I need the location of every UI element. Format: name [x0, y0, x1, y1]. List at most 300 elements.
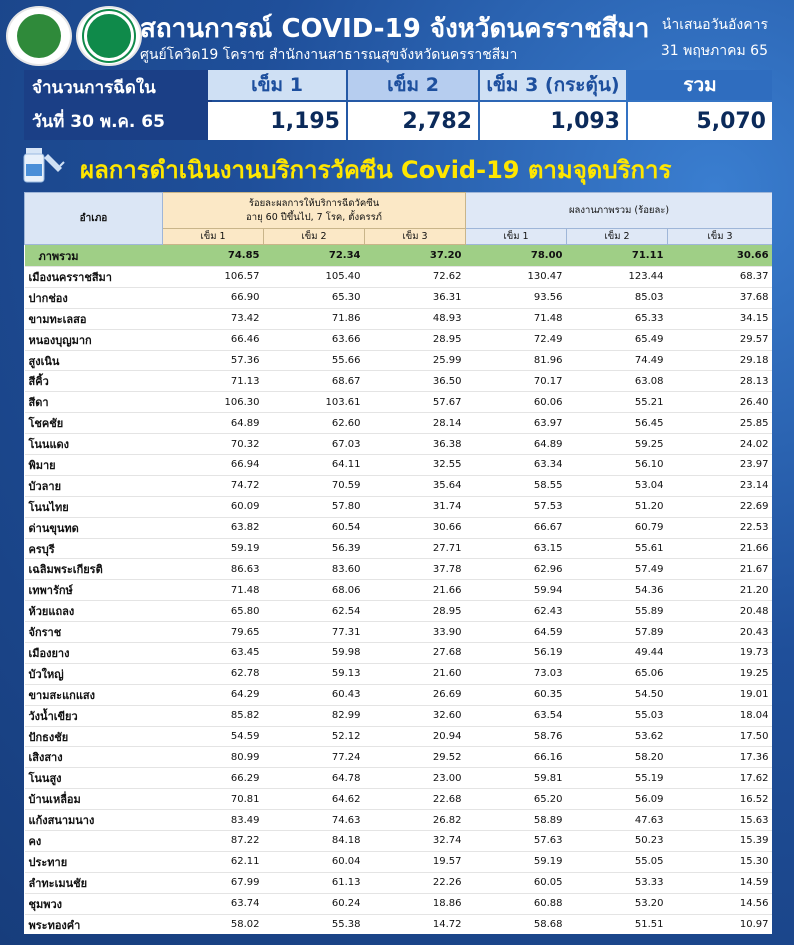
row-name: หนองบุญมาก	[25, 329, 163, 350]
cell-value: 48.93	[365, 308, 466, 329]
row-name: สูงเนิน	[25, 350, 163, 371]
cell-value: 63.74	[163, 893, 264, 914]
cell-value: 71.11	[567, 245, 668, 267]
cell-value: 67.03	[264, 434, 365, 455]
cell-value: 28.13	[668, 371, 772, 392]
cell-value: 32.60	[365, 705, 466, 726]
cell-value: 22.26	[365, 872, 466, 893]
cell-value: 70.81	[163, 789, 264, 810]
presented-day: นำเสนอวันอังคาร	[661, 17, 768, 33]
row-name: ภาพรวม	[25, 245, 163, 267]
page-title: สถานการณ์ COVID-19 จังหวัดนครราชสีมา	[140, 14, 650, 44]
section-banner	[20, 144, 780, 188]
cell-value: 29.18	[668, 350, 772, 371]
cell-value: 68.06	[264, 580, 365, 601]
cell-value: 106.30	[163, 392, 264, 413]
table-row	[25, 810, 773, 831]
table-row	[25, 475, 773, 496]
row-name: ขามทะเลสอ	[25, 308, 163, 329]
table-row	[25, 496, 773, 517]
table-row	[25, 789, 773, 810]
cell-value: 65.49	[567, 329, 668, 350]
cell-value: 57.53	[466, 496, 567, 517]
row-name: พระทองคำ	[25, 914, 163, 934]
cell-value: 19.25	[668, 663, 772, 684]
cell-value: 64.59	[466, 622, 567, 643]
cell-value: 63.54	[466, 705, 567, 726]
cell-value: 49.44	[567, 643, 668, 664]
cell-value: 60.79	[567, 517, 668, 538]
column-header-district: อำเภอ	[25, 193, 163, 245]
cell-value: 62.54	[264, 601, 365, 622]
cell-value: 19.73	[668, 643, 772, 664]
cell-value: 80.99	[163, 747, 264, 768]
cell-value: 20.94	[365, 726, 466, 747]
cell-value: 17.50	[668, 726, 772, 747]
cell-value: 37.68	[668, 287, 772, 308]
row-name: คง	[25, 831, 163, 852]
cell-value: 59.98	[264, 643, 365, 664]
cell-value: 72.49	[466, 329, 567, 350]
row-name: ลำทะเมนชัย	[25, 872, 163, 893]
row-name: จักราช	[25, 622, 163, 643]
cell-value: 66.67	[466, 517, 567, 538]
cell-value: 53.20	[567, 893, 668, 914]
cell-value: 73.42	[163, 308, 264, 329]
row-name: บ้านเหลื่อม	[25, 789, 163, 810]
cell-value: 27.68	[365, 643, 466, 664]
table-row	[25, 684, 773, 705]
cell-value: 74.85	[163, 245, 264, 267]
table-row	[25, 914, 773, 934]
table-row	[25, 413, 773, 434]
cell-value: 62.43	[466, 601, 567, 622]
cell-value: 71.48	[163, 580, 264, 601]
cell-value: 79.65	[163, 622, 264, 643]
cell-value: 59.19	[163, 538, 264, 559]
cell-value: 58.68	[466, 914, 567, 934]
provincial-seal-icon	[6, 6, 72, 66]
cell-value: 54.59	[163, 726, 264, 747]
cell-value: 58.02	[163, 914, 264, 934]
cell-value: 24.02	[668, 434, 772, 455]
cell-value: 77.24	[264, 747, 365, 768]
cell-value: 18.86	[365, 893, 466, 914]
cell-value: 78.00	[466, 245, 567, 267]
cell-value: 32.74	[365, 831, 466, 852]
cell-value: 72.62	[365, 267, 466, 288]
table-row	[25, 392, 773, 413]
summary-label	[24, 70, 212, 140]
table-row	[25, 350, 773, 371]
row-name: สีดา	[25, 392, 163, 413]
cell-value: 59.25	[567, 434, 668, 455]
cell-value: 64.62	[264, 789, 365, 810]
cell-value: 37.20	[365, 245, 466, 267]
cell-value: 67.99	[163, 872, 264, 893]
cell-value: 53.33	[567, 872, 668, 893]
cell-value: 53.62	[567, 726, 668, 747]
cell-value: 60.04	[264, 851, 365, 872]
cell-value: 85.82	[163, 705, 264, 726]
row-name: โนนไทย	[25, 496, 163, 517]
column-group-target	[163, 193, 466, 229]
row-name: โนนแดง	[25, 434, 163, 455]
cell-value: 74.63	[264, 810, 365, 831]
cell-value: 57.49	[567, 559, 668, 580]
cell-value: 10.97	[668, 914, 772, 934]
cell-value: 26.40	[668, 392, 772, 413]
cell-value: 63.45	[163, 643, 264, 664]
cell-value: 74.49	[567, 350, 668, 371]
cell-value: 30.66	[365, 517, 466, 538]
cell-value: 59.19	[466, 851, 567, 872]
cell-value: 15.39	[668, 831, 772, 852]
cell-value: 19.01	[668, 684, 772, 705]
cell-value: 14.59	[668, 872, 772, 893]
cell-value: 23.14	[668, 475, 772, 496]
cell-value: 55.38	[264, 914, 365, 934]
cell-value: 74.72	[163, 475, 264, 496]
row-name: แก้งสนามนาง	[25, 810, 163, 831]
cell-value: 59.94	[466, 580, 567, 601]
cell-value: 57.63	[466, 831, 567, 852]
cell-value: 63.34	[466, 455, 567, 476]
cell-value: 56.19	[466, 643, 567, 664]
column-header-overall-dose2: เข็ม 2	[567, 229, 668, 245]
cell-value: 85.03	[567, 287, 668, 308]
cell-value: 26.82	[365, 810, 466, 831]
summary-head-dose2: เข็ม 2	[348, 70, 478, 100]
summary-value-dose2: 2,782	[348, 102, 478, 140]
cell-value: 61.13	[264, 872, 365, 893]
table-row	[25, 267, 773, 288]
cell-value: 65.20	[466, 789, 567, 810]
cell-value: 83.60	[264, 559, 365, 580]
cell-value: 57.89	[567, 622, 668, 643]
cell-value: 65.80	[163, 601, 264, 622]
cell-value: 65.30	[264, 287, 365, 308]
summary-head-dose1: เข็ม 1	[208, 70, 346, 100]
cell-value: 17.62	[668, 768, 772, 789]
page-subtitle: ศูนย์โควิด19 โคราช สำนักงานสาธารณสุขจังหวัดนครราชสีมา	[140, 47, 518, 63]
cell-value: 65.06	[567, 663, 668, 684]
cell-value: 52.12	[264, 726, 365, 747]
cell-value: 37.78	[365, 559, 466, 580]
cell-value: 66.94	[163, 455, 264, 476]
cell-value: 68.37	[668, 267, 772, 288]
table-row	[25, 329, 773, 350]
cell-value: 21.66	[365, 580, 466, 601]
row-name: ด่านขุนทด	[25, 517, 163, 538]
summary-value-total: 5,070	[628, 102, 772, 140]
cell-value: 55.05	[567, 851, 668, 872]
table-row	[25, 747, 773, 768]
table-row	[25, 455, 773, 476]
cell-value: 63.08	[567, 371, 668, 392]
cell-value: 28.14	[365, 413, 466, 434]
cell-value: 36.31	[365, 287, 466, 308]
table-row	[25, 768, 773, 789]
table-row	[25, 580, 773, 601]
cell-value: 23.00	[365, 768, 466, 789]
row-name: เสิงสาง	[25, 747, 163, 768]
cell-value: 130.47	[466, 267, 567, 288]
cell-value: 26.69	[365, 684, 466, 705]
row-name: ประทาย	[25, 851, 163, 872]
row-name: เทพารักษ์	[25, 580, 163, 601]
cell-value: 28.95	[365, 329, 466, 350]
cell-value: 27.71	[365, 538, 466, 559]
cell-value: 71.48	[466, 308, 567, 329]
cell-value: 71.86	[264, 308, 365, 329]
cell-value: 64.78	[264, 768, 365, 789]
cell-value: 77.31	[264, 622, 365, 643]
cell-value: 33.90	[365, 622, 466, 643]
cell-value: 29.57	[668, 329, 772, 350]
cell-value: 63.66	[264, 329, 365, 350]
cell-value: 14.72	[365, 914, 466, 934]
row-name: ห้วยแถลง	[25, 601, 163, 622]
cell-value: 62.11	[163, 851, 264, 872]
cell-value: 66.29	[163, 768, 264, 789]
table-row	[25, 705, 773, 726]
cell-value: 55.89	[567, 601, 668, 622]
cell-value: 62.78	[163, 663, 264, 684]
table-row	[25, 831, 773, 852]
cell-value: 28.95	[365, 601, 466, 622]
cell-value: 57.80	[264, 496, 365, 517]
vaccination-table	[24, 192, 772, 934]
cell-value: 50.23	[567, 831, 668, 852]
row-name: ครบุรี	[25, 538, 163, 559]
row-name: สีคิ้ว	[25, 371, 163, 392]
cell-value: 58.76	[466, 726, 567, 747]
cell-value: 73.03	[466, 663, 567, 684]
cell-value: 23.97	[668, 455, 772, 476]
column-group-overall: ผลงานภาพรวม (ร้อยละ)	[466, 193, 772, 229]
row-name: โนนสูง	[25, 768, 163, 789]
cell-value: 56.39	[264, 538, 365, 559]
cell-value: 60.05	[466, 872, 567, 893]
cell-value: 19.57	[365, 851, 466, 872]
summary-value-dose3: 1,093	[480, 102, 626, 140]
cell-value: 56.45	[567, 413, 668, 434]
cell-value: 58.20	[567, 747, 668, 768]
row-name: ชุมพวง	[25, 893, 163, 914]
cell-value: 55.03	[567, 705, 668, 726]
cell-value: 83.49	[163, 810, 264, 831]
cell-value: 87.22	[163, 831, 264, 852]
column-header-target-dose2: เข็ม 2	[264, 229, 365, 245]
cell-value: 16.52	[668, 789, 772, 810]
vaccine-vial-icon	[20, 144, 66, 186]
cell-value: 25.99	[365, 350, 466, 371]
summary-label-line2: วันที่ 30 พ.ค. 65	[32, 112, 165, 132]
cell-value: 60.35	[466, 684, 567, 705]
cell-value: 55.19	[567, 768, 668, 789]
cell-value: 58.55	[466, 475, 567, 496]
cell-value: 55.21	[567, 392, 668, 413]
cell-value: 64.29	[163, 684, 264, 705]
cell-value: 60.43	[264, 684, 365, 705]
logo-group	[6, 6, 142, 66]
cell-value: 25.85	[668, 413, 772, 434]
cell-value: 51.20	[567, 496, 668, 517]
cell-value: 60.06	[466, 392, 567, 413]
cell-value: 64.11	[264, 455, 365, 476]
district-table	[24, 192, 772, 934]
row-name: วังน้ำเขียว	[25, 705, 163, 726]
table-row	[25, 538, 773, 559]
table-row	[25, 434, 773, 455]
cell-value: 62.96	[466, 559, 567, 580]
cell-value: 21.60	[365, 663, 466, 684]
cell-value: 51.51	[567, 914, 668, 934]
cell-value: 56.10	[567, 455, 668, 476]
cell-value: 57.67	[365, 392, 466, 413]
cell-value: 29.52	[365, 747, 466, 768]
cell-value: 55.66	[264, 350, 365, 371]
cell-value: 60.24	[264, 893, 365, 914]
table-row	[25, 893, 773, 914]
table-row	[25, 726, 773, 747]
cell-value: 30.66	[668, 245, 772, 267]
cell-value: 60.88	[466, 893, 567, 914]
cell-value: 54.50	[567, 684, 668, 705]
summary-value-dose1: 1,195	[208, 102, 346, 140]
row-name: ปักธงชัย	[25, 726, 163, 747]
cell-value: 81.96	[466, 350, 567, 371]
cell-value: 64.89	[466, 434, 567, 455]
cell-value: 31.74	[365, 496, 466, 517]
table-row	[25, 643, 773, 664]
cell-value: 93.56	[466, 287, 567, 308]
cell-value: 20.43	[668, 622, 772, 643]
cell-value: 22.69	[668, 496, 772, 517]
table-row	[25, 872, 773, 893]
cell-value: 65.33	[567, 308, 668, 329]
cell-value: 53.04	[567, 475, 668, 496]
cell-value: 105.40	[264, 267, 365, 288]
summary-label-line1: จำนวนการฉีดใน	[32, 78, 156, 98]
cell-value: 64.89	[163, 413, 264, 434]
cell-value: 84.18	[264, 831, 365, 852]
banner-title: ผลการดำเนินงานบริการวัคซีน Covid-19 ตามจุดบริการ	[80, 156, 672, 184]
cell-value: 15.63	[668, 810, 772, 831]
cell-value: 55.61	[567, 538, 668, 559]
cell-value: 15.30	[668, 851, 772, 872]
summary-head-total: รวม	[628, 70, 772, 100]
cell-value: 36.50	[365, 371, 466, 392]
cell-value: 70.17	[466, 371, 567, 392]
table-row	[25, 559, 773, 580]
cell-value: 123.44	[567, 267, 668, 288]
table-row	[25, 622, 773, 643]
cell-value: 66.46	[163, 329, 264, 350]
table-row	[25, 287, 773, 308]
column-header-overall-dose1: เข็ม 1	[466, 229, 567, 245]
cell-value: 103.61	[264, 392, 365, 413]
cell-value: 58.89	[466, 810, 567, 831]
row-name: เมืองยาง	[25, 643, 163, 664]
cell-value: 66.90	[163, 287, 264, 308]
cell-value: 86.63	[163, 559, 264, 580]
column-header-target-dose3: เข็ม 3	[365, 229, 466, 245]
cell-value: 106.57	[163, 267, 264, 288]
cell-value: 35.64	[365, 475, 466, 496]
cell-value: 59.81	[466, 768, 567, 789]
table-row	[25, 308, 773, 329]
cell-value: 70.32	[163, 434, 264, 455]
summary-head-dose3: เข็ม 3 (กระตุ้น)	[480, 70, 626, 100]
cell-value: 63.15	[466, 538, 567, 559]
daily-summary	[24, 70, 772, 140]
row-name: บัวลาย	[25, 475, 163, 496]
cell-value: 82.99	[264, 705, 365, 726]
row-name: ขามสะแกแสง	[25, 684, 163, 705]
cell-value: 21.67	[668, 559, 772, 580]
table-row	[25, 851, 773, 872]
row-name: เฉลิมพระเกียรติ	[25, 559, 163, 580]
cell-value: 20.48	[668, 601, 772, 622]
table-row	[25, 371, 773, 392]
cell-value: 47.63	[567, 810, 668, 831]
cell-value: 56.09	[567, 789, 668, 810]
column-header-overall-dose3: เข็ม 3	[668, 229, 772, 245]
row-name: โชคชัย	[25, 413, 163, 434]
cell-value: 22.68	[365, 789, 466, 810]
cell-value: 18.04	[668, 705, 772, 726]
table-body	[25, 245, 773, 935]
cell-value: 62.60	[264, 413, 365, 434]
row-name: พิมาย	[25, 455, 163, 476]
column-header-target-dose1: เข็ม 1	[163, 229, 264, 245]
cell-value: 57.36	[163, 350, 264, 371]
table-row	[25, 663, 773, 684]
cell-value: 21.20	[668, 580, 772, 601]
cell-value: 66.16	[466, 747, 567, 768]
cell-value: 59.13	[264, 663, 365, 684]
cell-value: 32.55	[365, 455, 466, 476]
cell-value: 36.38	[365, 434, 466, 455]
cell-value: 60.54	[264, 517, 365, 538]
row-name: ปากช่อง	[25, 287, 163, 308]
cell-value: 68.67	[264, 371, 365, 392]
cell-value: 72.34	[264, 245, 365, 267]
column-group-target-line1: ร้อยละผลการให้บริการฉีดวัคซีน	[248, 197, 380, 209]
cell-value: 71.13	[163, 371, 264, 392]
column-group-target-line2: อายุ 60 ปีขึ้นไป, 7 โรค, ตั้งครรภ์	[246, 211, 382, 223]
cell-value: 54.36	[567, 580, 668, 601]
cell-value: 34.15	[668, 308, 772, 329]
row-name: บัวใหญ่	[25, 663, 163, 684]
table-row	[25, 517, 773, 538]
cell-value: 70.59	[264, 475, 365, 496]
table-row-total	[25, 245, 773, 267]
cell-value: 21.66	[668, 538, 772, 559]
cell-value: 17.36	[668, 747, 772, 768]
presented-date: 31 พฤษภาคม 65	[660, 43, 768, 59]
table-row	[25, 601, 773, 622]
cell-value: 60.09	[163, 496, 264, 517]
cell-value: 63.82	[163, 517, 264, 538]
ministry-public-health-icon	[76, 6, 142, 66]
cell-value: 22.53	[668, 517, 772, 538]
cell-value: 63.97	[466, 413, 567, 434]
cell-value: 14.56	[668, 893, 772, 914]
row-name: เมืองนครราชสีมา	[25, 267, 163, 288]
